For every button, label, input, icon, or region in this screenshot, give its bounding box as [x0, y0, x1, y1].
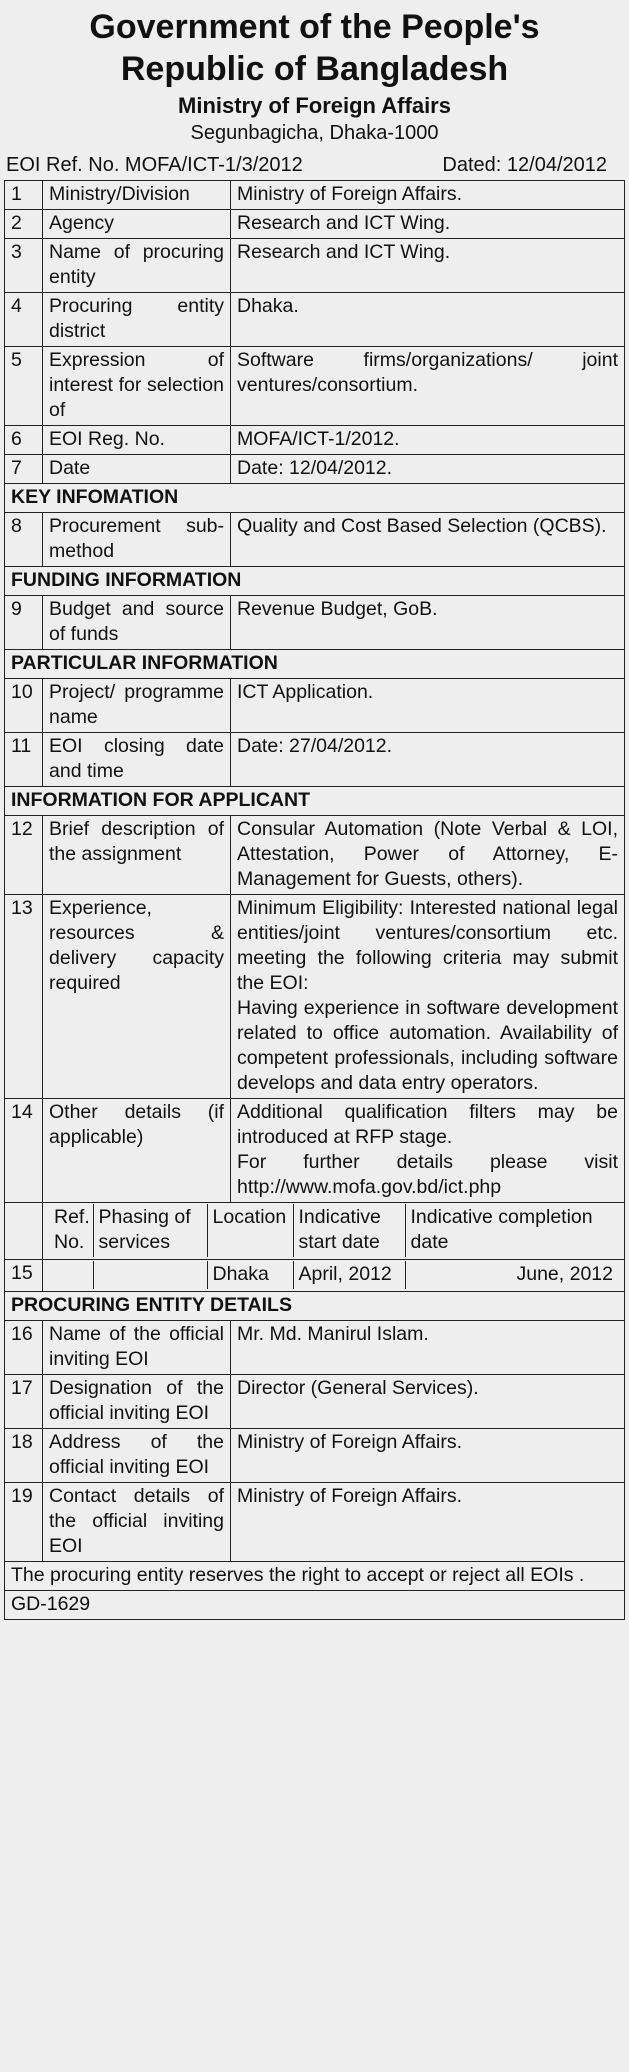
row-number: 10 [5, 679, 43, 733]
table-row [5, 1099, 625, 1203]
row-value: ICT Application. [231, 679, 625, 733]
row-label: Agency [43, 210, 231, 239]
row-value: Date: 27/04/2012. [231, 733, 625, 787]
eoi-ref-number: EOI Ref. No. MOFA/ICT-1/3/2012 [6, 154, 303, 176]
details-link-text: For further details please visit http://www.mofa.gov.bd/ict.php [237, 1151, 618, 1198]
row-value: Ministry of Foreign Affairs. [231, 1429, 625, 1483]
table-row [5, 1483, 625, 1562]
row-number: 5 [5, 347, 43, 426]
table-row [5, 1321, 625, 1375]
row-label: Budget and source of funds [43, 596, 231, 650]
row-number-empty [5, 1203, 43, 1260]
row-number: 7 [5, 455, 43, 484]
row-value: Research and ICT Wing. [231, 210, 625, 239]
row-value: Ministry of Foreign Affairs. [231, 181, 625, 210]
row-label: Contact details of the official inviting EOI [43, 1483, 231, 1562]
procuring-entity-heading: PROCURING ENTITY DETAILS [5, 1292, 625, 1321]
row-value: Ministry of Foreign Affairs. [231, 1483, 625, 1562]
phasing-header-row [5, 1203, 625, 1260]
col-phasing: Phasing of services [93, 1204, 207, 1257]
row-number: 4 [5, 293, 43, 347]
table-row [5, 455, 625, 484]
row-label: Procuring entity district [43, 293, 231, 347]
table-row [5, 816, 625, 895]
row-label: EOI closing date and time [43, 733, 231, 787]
section-header [5, 567, 625, 596]
table-row [5, 1375, 625, 1429]
dated: Dated: 12/04/2012 [442, 154, 607, 176]
funding-information-heading: FUNDING INFORMATION [5, 567, 625, 596]
qualification-text: Additional qualification filters may be introduced at RFP stage. [237, 1101, 618, 1148]
reference-line [4, 146, 625, 178]
row-number: 17 [5, 1375, 43, 1429]
row-label: Other details (if applicable) [43, 1099, 231, 1203]
col-location: Location [207, 1204, 293, 1257]
row-label: Name of procuring entity [43, 239, 231, 293]
table-row [5, 1429, 625, 1483]
row-label: Date [43, 455, 231, 484]
row-number: 16 [5, 1321, 43, 1375]
eligibility-text: Minimum Eligibility: Interested national legal entities/joint ventures/consortium etc. meeting the following criteria may submit the EOI: [237, 897, 618, 994]
title-line-1: Government of the People's [89, 8, 540, 46]
ministry-name: Ministry of Foreign Affairs [178, 93, 451, 118]
row-number: 2 [5, 210, 43, 239]
table-row [5, 596, 625, 650]
phasing-completion: June, 2012 [405, 1261, 618, 1289]
title-line-2: Republic of Bangladesh [120, 50, 509, 88]
row-label: Expression of interest for selection of [43, 347, 231, 426]
row-label: Ministry/Division [43, 181, 231, 210]
row-number: 6 [5, 426, 43, 455]
table-row [5, 293, 625, 347]
row-label: Procurement sub-method [43, 513, 231, 567]
section-header [5, 787, 625, 816]
notice-header [4, 6, 625, 146]
col-completion-date: Indicative completion date [405, 1204, 618, 1257]
row-label: Designation of the official inviting EOI [43, 1375, 231, 1429]
row-label: Brief description of the assignment [43, 816, 231, 895]
applicant-information-heading: INFORMATION FOR APPLICANT [5, 787, 625, 816]
row-value: Software firms/organizations/ joint ventures/consortium. [231, 347, 625, 426]
particular-information-heading: PARTICULAR INFORMATION [5, 650, 625, 679]
table-row [5, 679, 625, 733]
experience-text: Having experience in software development related to office automation. Availability of competent professionals, including software develops and data entry operators. [237, 997, 618, 1094]
table-row [5, 895, 625, 1099]
row-number: 8 [5, 513, 43, 567]
gd-code: GD-1629 [5, 1591, 625, 1620]
row-value: Mr. Md. Manirul Islam. [231, 1321, 625, 1375]
row-value: MOFA/ICT-1/2012. [231, 426, 625, 455]
section-header [5, 1292, 625, 1321]
row-label: Experience, resources & delivery capacity required [43, 895, 231, 1099]
row-number: 12 [5, 816, 43, 895]
footer-code-row [5, 1591, 625, 1620]
row-number: 3 [5, 239, 43, 293]
phasing-values [43, 1260, 625, 1292]
table-row [5, 513, 625, 567]
table-row [5, 181, 625, 210]
table-row [5, 347, 625, 426]
row-value [231, 895, 625, 1099]
phasing-header [43, 1203, 625, 1260]
row-value: Director (General Services). [231, 1375, 625, 1429]
eoi-table [4, 180, 625, 1620]
row-number: 14 [5, 1099, 43, 1203]
section-header [5, 650, 625, 679]
key-information-heading: KEY INFOMATION [5, 484, 625, 513]
phasing-ref [49, 1261, 93, 1289]
phasing-location: Dhaka [207, 1261, 293, 1289]
table-row [5, 733, 625, 787]
row-number: 11 [5, 733, 43, 787]
row-number: 9 [5, 596, 43, 650]
phasing-start: April, 2012 [293, 1261, 405, 1289]
row-label: Name of the official inviting EOI [43, 1321, 231, 1375]
row-value: Consular Automation (Note Verbal & LOI, Attestation, Power of Attorney, E-Management for Guests, others). [231, 816, 625, 895]
footer-note-row [5, 1562, 625, 1591]
table-row [5, 426, 625, 455]
table-row [5, 210, 625, 239]
row-number: 15 [5, 1260, 43, 1292]
phasing-table-header [49, 1204, 618, 1257]
phasing-table-body [49, 1261, 618, 1289]
table-row [5, 239, 625, 293]
row-value: Quality and Cost Based Selection (QCBS). [231, 513, 625, 567]
row-value: Revenue Budget, GoB. [231, 596, 625, 650]
row-value [231, 1099, 625, 1203]
reservation-note: The procuring entity reserves the right to accept or reject all EOIs . [5, 1562, 625, 1591]
row-label: Project/ programme name [43, 679, 231, 733]
row-label: Address of the official inviting EOI [43, 1429, 231, 1483]
phasing-row [5, 1260, 625, 1292]
row-number: 1 [5, 181, 43, 210]
section-header [5, 484, 625, 513]
row-number: 18 [5, 1429, 43, 1483]
col-start-date: Indicative start date [293, 1204, 405, 1257]
row-value: Research and ICT Wing. [231, 239, 625, 293]
row-value: Dhaka. [231, 293, 625, 347]
ministry-address: Segunbagicha, Dhaka-1000 [190, 122, 439, 144]
row-number: 13 [5, 895, 43, 1099]
row-number: 19 [5, 1483, 43, 1562]
row-value: Date: 12/04/2012. [231, 455, 625, 484]
phasing-services [93, 1261, 207, 1289]
row-label: EOI Reg. No. [43, 426, 231, 455]
col-ref-no: Ref. No. [54, 1206, 90, 1253]
